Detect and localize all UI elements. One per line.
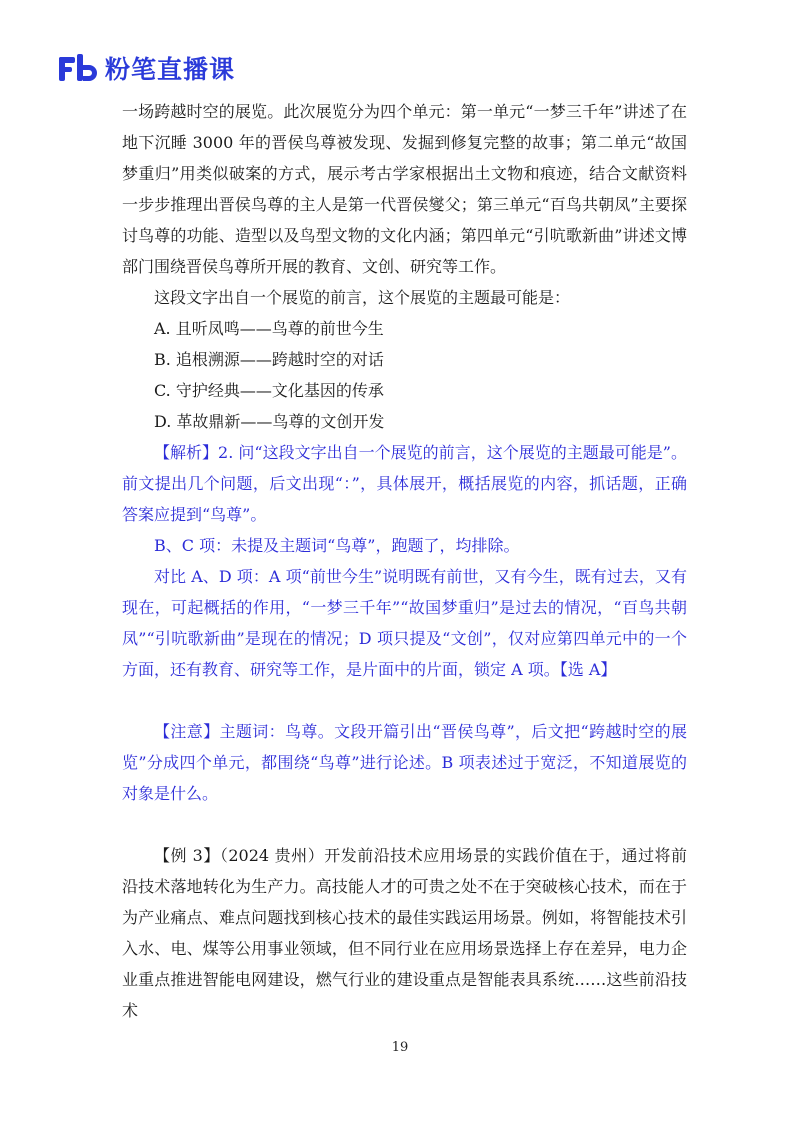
option-a: A. 且听凤鸣——鸟尊的前世今生 — [154, 319, 384, 338]
option-d: D. 革故鼎新——鸟尊的文创开发 — [154, 412, 385, 431]
spacer — [122, 685, 687, 716]
example-paragraph: 【例 3】（2024 贵州）开发前沿技术应用场景的实践价值在于，通过将前沿技术落地转化为生产力。高技能人才的可贵之处不在于突破核心技术，而在于为产业痛点、难点问题找到核心技术的最佳实践运用场景。例如，将智能技术引入水、电、煤等公用事业领域，但不同行业在应用场景选择上存在差异，电力企业重点推进智能电网建设，燃气行业的建设重点是智能表具系统……这些前沿技术 — [122, 846, 687, 1020]
option-b: B. 追根溯源——跨越时空的对话 — [154, 350, 384, 369]
option-c: C. 守护经典——文化基因的传承 — [154, 381, 384, 400]
spacer — [122, 809, 687, 840]
page-number: 19 — [391, 1040, 409, 1055]
page-content — [122, 96, 687, 1026]
header — [57, 50, 235, 86]
analysis-paragraph: 【解析】2. 问“这段文字出自一个展览的前言，这个展览的主题最可能是”。前文提出几个问题，后文出现“：”，具体展开，概括展览的内容，抓话题，正确答案应提到“鸟尊”。 — [122, 443, 687, 524]
analysis-bc: B、C 项：未提及主题词“鸟尊”，跑题了，均排除。 — [154, 536, 520, 555]
note-paragraph: 【注意】主题词：鸟尊。文段开篇引出“晋侯鸟尊”，后文把“跨越时空的展览”分成四个单元，都围绕“鸟尊”进行论述。B 项表述过于宽泛，不知道展览的对象是什么。 — [122, 722, 687, 803]
brand-name: 粉笔直播课 — [105, 55, 236, 84]
question-text: 这段文字出自一个展览的前言，这个展览的主题最可能是： — [154, 288, 571, 307]
analysis-ad: 对比 A、D 项：A 项“前世今生”说明既有前世，又有今生，既有过去，又有现在，可起概括的作用，“一梦三千年”“故国梦重归”是过去的情况，“百鸟共朝凤”“引吭歌新曲”是现在的情况；D 项只提及“文创”，仅对应第四单元中的一个方面，还有教育、研究等工作，是片面中的片面，锁定 A 项。【选 A】 — [122, 567, 687, 679]
intro-paragraph: 一场跨越时空的展览。此次展览分为四个单元：第一单元“一梦三千年”讲述了在地下沉睡 3000 年的晋侯鸟尊被发现、发掘到修复完整的故事；第二单元“故国梦重归”用类似破案的方式，展示考古学家根据出土文物和痕迹，结合文献资料一步步推理出晋侯鸟尊的主人是第一代晋侯燮父；第三单元“百鸟共朝凤”主要探讨鸟尊的功能、造型以及鸟型文物的文化内涵；第四单元“引吭歌新曲”讲述文博部门围绕晋侯鸟尊所开展的教育、文创、研究等工作。 — [122, 102, 687, 276]
fenbi-logo-icon — [57, 52, 99, 84]
